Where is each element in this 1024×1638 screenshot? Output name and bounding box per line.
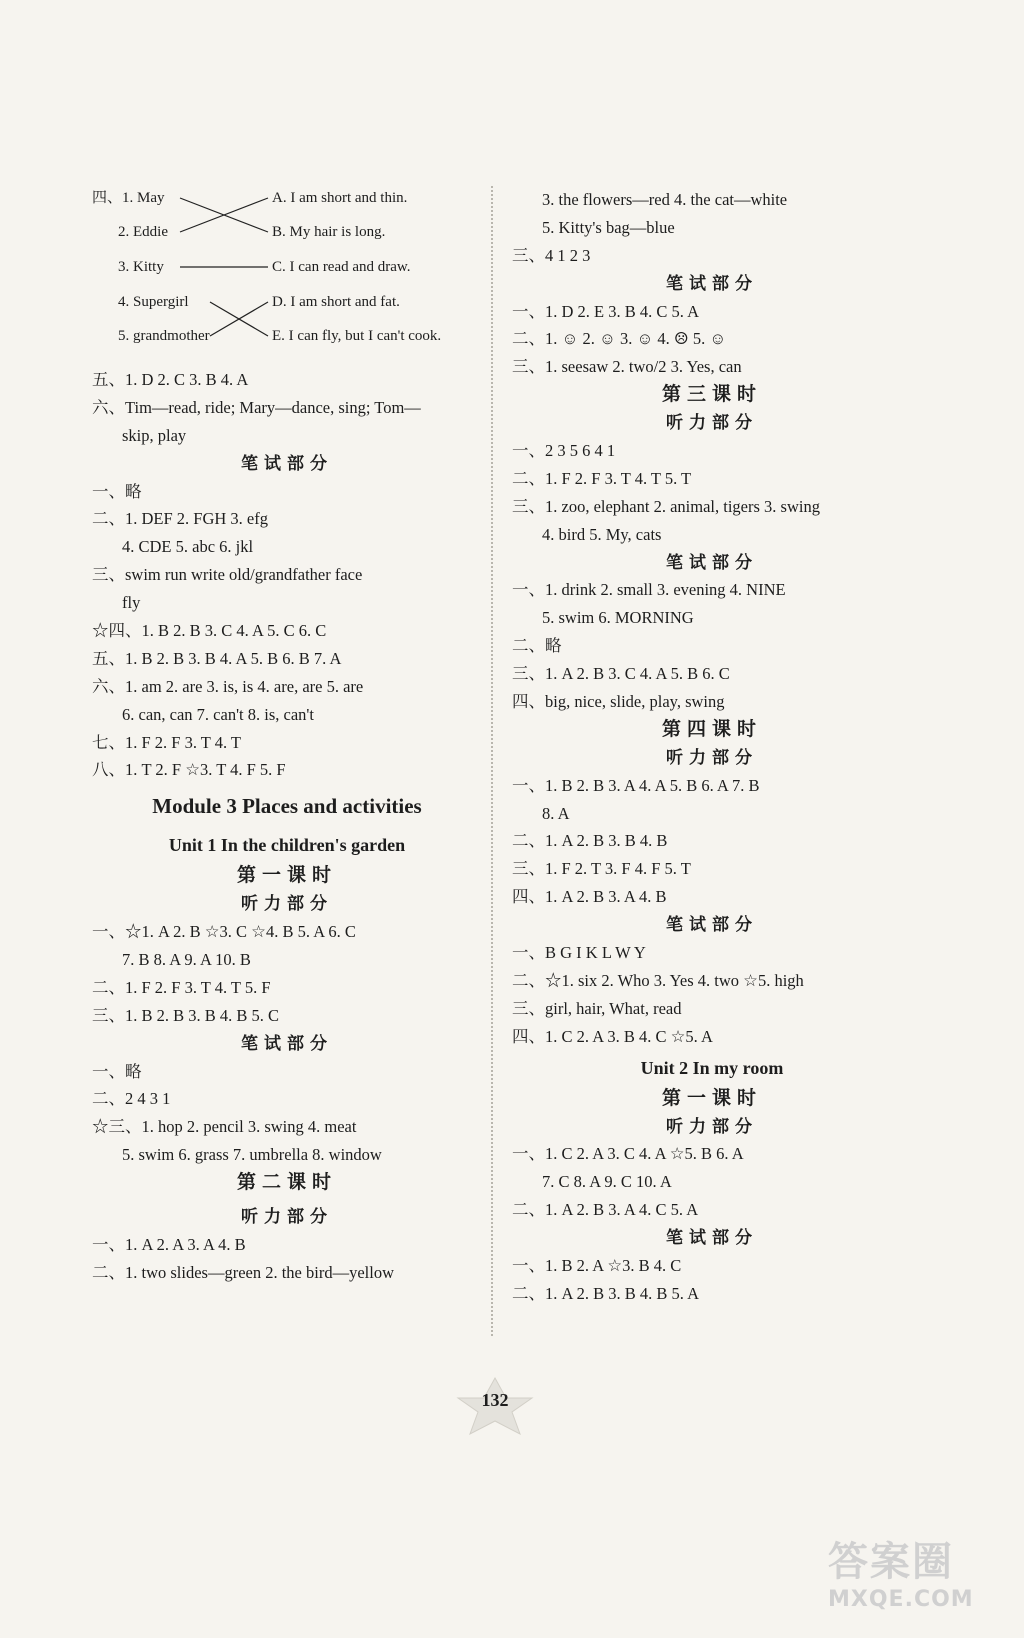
left-column-line: 六、Tim—read, ride; Mary—dance, sing; Tom—: [92, 397, 421, 417]
watermark-top: 答案圈: [828, 1539, 954, 1585]
left-column-line: 二、1. two slides—green 2. the bird—yellow: [92, 1262, 394, 1282]
match-right-c: C. I can read and draw.: [272, 259, 411, 275]
left-column-line: 五、1. D 2. C 3. B 4. A: [92, 370, 249, 389]
right-column-line: 三、1. F 2. T 3. F 4. F 5. T: [512, 859, 691, 879]
left-column-line: 二、2 4 3 1: [92, 1089, 171, 1109]
right-column-line: 四、big, nice, slide, play, swing: [512, 692, 725, 712]
left-column-line: 4. CDE 5. abc 6. jkl: [122, 537, 254, 557]
right-column-line: 一、2 3 5 6 4 1: [512, 441, 616, 461]
right-column-line: 三、1. A 2. B 3. C 4. A 5. B 6. C: [512, 664, 730, 684]
right-column-line: 笔试部分: [666, 273, 758, 293]
left-column-line: 三、swim run write old/grandfather face: [92, 565, 363, 585]
right-column-line: 笔试部分: [666, 1228, 758, 1248]
left-column-line: 五、1. B 2. B 3. B 4. A 5. B 6. B 7. A: [92, 648, 342, 668]
left-column-line: Unit 1 In the children's garden: [168, 835, 406, 856]
match-right-e: E. I can fly, but I can't cook.: [272, 328, 442, 344]
right-column-line: 第四课时: [661, 718, 762, 740]
match-left-3: 3. Kitty: [118, 259, 164, 275]
left-column-line: 笔试部分: [241, 453, 333, 473]
right-column-line: 4. bird 5. My, cats: [542, 524, 662, 544]
right-column-line: 8. A: [542, 803, 570, 823]
match-left-5: 5. grandmother: [118, 328, 210, 344]
left-column-line: 一、略: [92, 481, 142, 501]
right-column-line: 三、girl, hair, What, read: [512, 998, 682, 1018]
left-column-line: 一、1. A 2. A 3. A 4. B: [92, 1235, 246, 1255]
left-column-line: 七、1. F 2. F 3. T 4. T: [92, 732, 241, 752]
right-column-line: 一、1. B 2. B 3. A 4. A 5. B 6. A 7. B: [512, 775, 760, 795]
right-column-line: 三、1. zoo, elephant 2. animal, tigers 3. swing: [512, 496, 820, 516]
right-column-line: 三、4 1 2 3: [512, 245, 591, 265]
left-column: [92, 186, 482, 1287]
left-column-line: ☆四、1. B 2. B 3. C 4. A 5. C 6. C: [92, 621, 327, 641]
left-column-line: 笔试部分: [241, 1033, 333, 1053]
left-column-line: 5. swim 6. grass 7. umbrella 8. window: [122, 1145, 382, 1165]
right-column-line: 3. the flowers—red 4. the cat—white: [542, 190, 788, 209]
right-column-line: 5. swim 6. MORNING: [542, 608, 694, 628]
right-column-line: 二、1. A 2. B 3. B 4. B: [512, 831, 668, 851]
left-column-line: fly: [122, 593, 141, 613]
right-column-line: 一、1. drink 2. small 3. evening 4. NINE: [512, 580, 786, 600]
right-answer-list: [512, 186, 912, 1308]
right-column-line: 第一课时: [661, 1087, 762, 1109]
right-column-line: 二、☆1. six 2. Who 3. Yes 4. two ☆5. high: [512, 970, 804, 990]
right-column-line: 听力部分: [666, 747, 758, 767]
right-column-line: 一、1. D 2. E 3. B 4. C 5. A: [512, 301, 700, 321]
matching-exercise: [92, 186, 482, 366]
right-column-line: 笔试部分: [666, 552, 758, 572]
right-column-line: 四、1. C 2. A 3. B 4. C ☆5. A: [512, 1026, 713, 1046]
match-left-1-label: 1. May: [122, 190, 165, 206]
left-column-line: 二、1. F 2. F 3. T 4. T 5. F: [92, 977, 271, 997]
left-column-line: 一、☆1. A 2. B ☆3. C ☆4. B 5. A 6. C: [92, 922, 356, 942]
left-column-line: 第一课时: [236, 865, 337, 887]
left-column-line: 第二课时: [236, 1172, 337, 1194]
right-column-line: 一、B G I K L W Y: [512, 943, 646, 963]
right-column: [512, 186, 912, 1308]
right-column-line: 二、1. ☺ 2. ☺ 3. ☺ 4. ☹ 5. ☺: [512, 329, 727, 349]
left-column-line: ☆三、1. hop 2. pencil 3. swing 4. meat: [92, 1117, 357, 1137]
left-column-line: skip, play: [122, 425, 187, 445]
match-right-a: A. I am short and thin.: [272, 190, 408, 206]
watermark-logo: [828, 1530, 998, 1616]
watermark-bottom: MXQE.COM: [828, 1587, 974, 1612]
right-column-line: 笔试部分: [666, 915, 758, 935]
right-column-line: 听力部分: [666, 413, 758, 433]
left-column-line: 一、略: [92, 1061, 142, 1081]
right-column-line: 二、1. F 2. F 3. T 4. T 5. T: [512, 468, 692, 488]
right-column-line: 一、1. C 2. A 3. C 4. A ☆5. B 6. A: [512, 1144, 744, 1164]
right-column-line: 三、1. seesaw 2. two/2 3. Yes, can: [512, 357, 742, 377]
match-left-2: 2. Eddie: [118, 224, 168, 240]
left-column-line: 六、1. am 2. are 3. is, is 4. are, are 5. are: [92, 676, 364, 696]
match-left-4: 4. Supergirl: [118, 294, 189, 310]
left-column-line: 八、1. T 2. F ☆3. T 4. F 5. F: [92, 760, 286, 780]
right-column-line: 二、1. A 2. B 3. A 4. C 5. A: [512, 1200, 699, 1220]
left-column-line: 二、1. DEF 2. FGH 3. efg: [92, 509, 268, 529]
right-column-line: 7. C 8. A 9. C 10. A: [542, 1172, 672, 1192]
page-number-badge: [440, 1376, 550, 1436]
right-column-line: 第三课时: [661, 384, 762, 406]
left-column-line: 听力部分: [241, 894, 333, 914]
column-divider: [491, 186, 493, 1336]
right-column-line: Unit 2 In my room: [640, 1057, 784, 1078]
left-answer-list: [92, 366, 482, 1287]
right-column-line: 二、略: [512, 636, 562, 656]
match-right-b: B. My hair is long.: [272, 224, 386, 240]
right-column-line: 二、1. A 2. B 3. B 4. B 5. A: [512, 1283, 700, 1303]
right-column-line: 四、1. A 2. B 3. A 4. B: [512, 887, 667, 907]
right-column-line: 听力部分: [666, 1116, 758, 1136]
left-column-line: 听力部分: [241, 1207, 333, 1227]
right-column-line: 5. Kitty's bag—blue: [542, 217, 675, 237]
match-left-1: [92, 186, 165, 210]
right-column-line: 一、1. B 2. A ☆3. B 4. C: [512, 1255, 682, 1275]
left-column-line: Module 3 Places and activities: [152, 794, 422, 819]
left-column-line: 6. can, can 7. can't 8. is, can't: [122, 704, 314, 724]
match-right-d: D. I am short and fat.: [272, 294, 400, 310]
matching-prefix: 四、: [92, 190, 123, 206]
left-column-line: 三、1. B 2. B 3. B 4. B 5. C: [92, 1005, 280, 1025]
page-number: 132: [481, 1390, 509, 1410]
left-column-line: 7. B 8. A 9. A 10. B: [122, 950, 251, 970]
